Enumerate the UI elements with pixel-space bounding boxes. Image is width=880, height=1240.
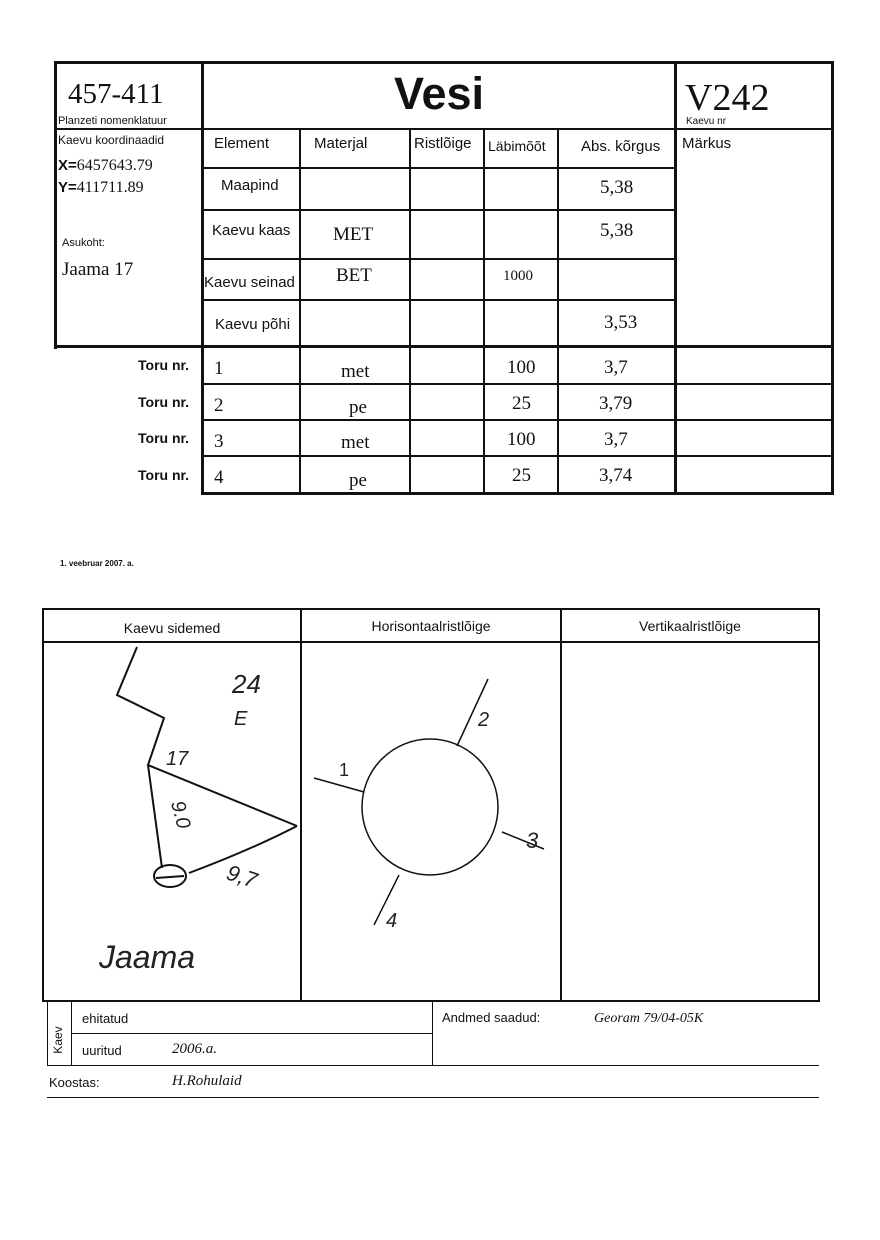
pipe-diameter: 25 <box>512 465 531 486</box>
plan-number: 457-411 <box>68 78 164 110</box>
well-id: V242 <box>685 77 770 119</box>
row-element: Kaevu põhi <box>215 316 291 333</box>
ties-sketch <box>44 643 300 1000</box>
col-element: Element <box>214 135 270 152</box>
pipe-diameter: 100 <box>507 429 536 450</box>
pipe-number: 3 <box>214 431 224 452</box>
pipe-diameter: 25 <box>512 393 531 414</box>
tie-line-a <box>148 765 162 868</box>
row-element: Kaevu kaas <box>212 222 291 239</box>
row-material: MET <box>333 224 374 245</box>
distance-a: 9.0 <box>165 798 195 832</box>
col-diameter: Läbimõõt <box>488 138 546 154</box>
pipe-label: Toru nr. <box>138 430 190 446</box>
vertical-header: Vertikaalristlõige <box>639 618 741 634</box>
col-material: Materjal <box>314 135 368 152</box>
pipe-number: 2 <box>214 395 224 416</box>
corner-label: 17 <box>166 748 189 770</box>
house-letter: E <box>234 708 248 730</box>
x-label: X= <box>58 157 77 174</box>
street-label: Jaama <box>99 939 196 975</box>
built-label: ehitatud <box>82 1011 129 1026</box>
row-elevation: 3,53 <box>604 312 638 333</box>
row-elevation: 5,38 <box>600 220 634 241</box>
author-label: Koostas: <box>49 1075 100 1090</box>
data-source-label: Andmed saadud: <box>442 1010 541 1025</box>
well-label: Kaevu nr <box>686 116 727 127</box>
pipe-material: met <box>341 432 370 453</box>
pipe-label-4: 4 <box>386 910 398 932</box>
pipe-number: 4 <box>214 467 224 488</box>
row-element: Kaevu seinad <box>204 274 295 291</box>
y-value: 411711.89 <box>76 179 144 196</box>
horizontal-section <box>302 643 560 1000</box>
row-element: Maapind <box>221 177 279 194</box>
pipe-material: met <box>341 361 370 382</box>
pipe-diameter: 100 <box>507 357 536 378</box>
pipe-elevation: 3,74 <box>599 465 633 486</box>
pipe-material: pe <box>349 470 367 491</box>
x-coordinate <box>58 157 153 175</box>
document-date: 1. veebruar 2007. a. <box>60 559 134 568</box>
page-title: Vesi <box>393 68 485 119</box>
pipe-material: pe <box>349 397 367 418</box>
ties-header: Kaevu sidemed <box>123 620 221 636</box>
side-label: Kaev <box>51 1026 65 1054</box>
distance-b: 9,7 <box>223 859 261 893</box>
y-coordinate <box>58 179 144 197</box>
pipe-label: Toru nr. <box>138 394 190 410</box>
location-value: Jaama 17 <box>62 259 134 280</box>
pipe-elevation: 3,7 <box>604 429 628 450</box>
row-material: BET <box>336 265 372 286</box>
coords-label: Kaevu koordinaadid <box>58 133 165 147</box>
y-label: Y= <box>58 179 77 196</box>
data-source-value: Georam 79/04-05K <box>594 1011 704 1026</box>
row-elevation: 5,38 <box>600 177 634 198</box>
col-remark: Märkus <box>682 135 732 152</box>
house-number: 24 <box>232 669 261 699</box>
pipe-label: Toru nr. <box>138 357 190 373</box>
pipe-elevation: 3,7 <box>604 357 628 378</box>
author-value: H.Rohulaid <box>172 1073 242 1089</box>
surveyed-value: 2006.a. <box>172 1041 217 1057</box>
pipe-number: 1 <box>214 358 224 379</box>
side-label-wrap <box>47 1023 71 1057</box>
location-label: Asukoht: <box>62 237 105 249</box>
plan-label: Planzeti nomenklatuur <box>58 115 167 127</box>
pipe-label-3: 3 <box>526 828 539 853</box>
well-circle <box>362 739 498 875</box>
pipe-label-1: 1 <box>339 760 350 780</box>
pipe-elevation: 3,79 <box>599 393 633 414</box>
building-outline <box>117 647 297 826</box>
x-value: 6457643.79 <box>76 157 153 174</box>
col-cross-section: Ristlõige <box>414 135 472 152</box>
col-elevation: Abs. kõrgus <box>581 138 661 155</box>
surveyed-label: uuritud <box>82 1043 122 1058</box>
horizontal-header: Horisontaalristlõige <box>371 618 491 634</box>
pipe-label: Toru nr. <box>138 467 190 483</box>
pipe-line-1 <box>314 778 364 792</box>
pipe-label-2: 2 <box>478 709 490 731</box>
row-diameter: 1000 <box>503 268 533 284</box>
